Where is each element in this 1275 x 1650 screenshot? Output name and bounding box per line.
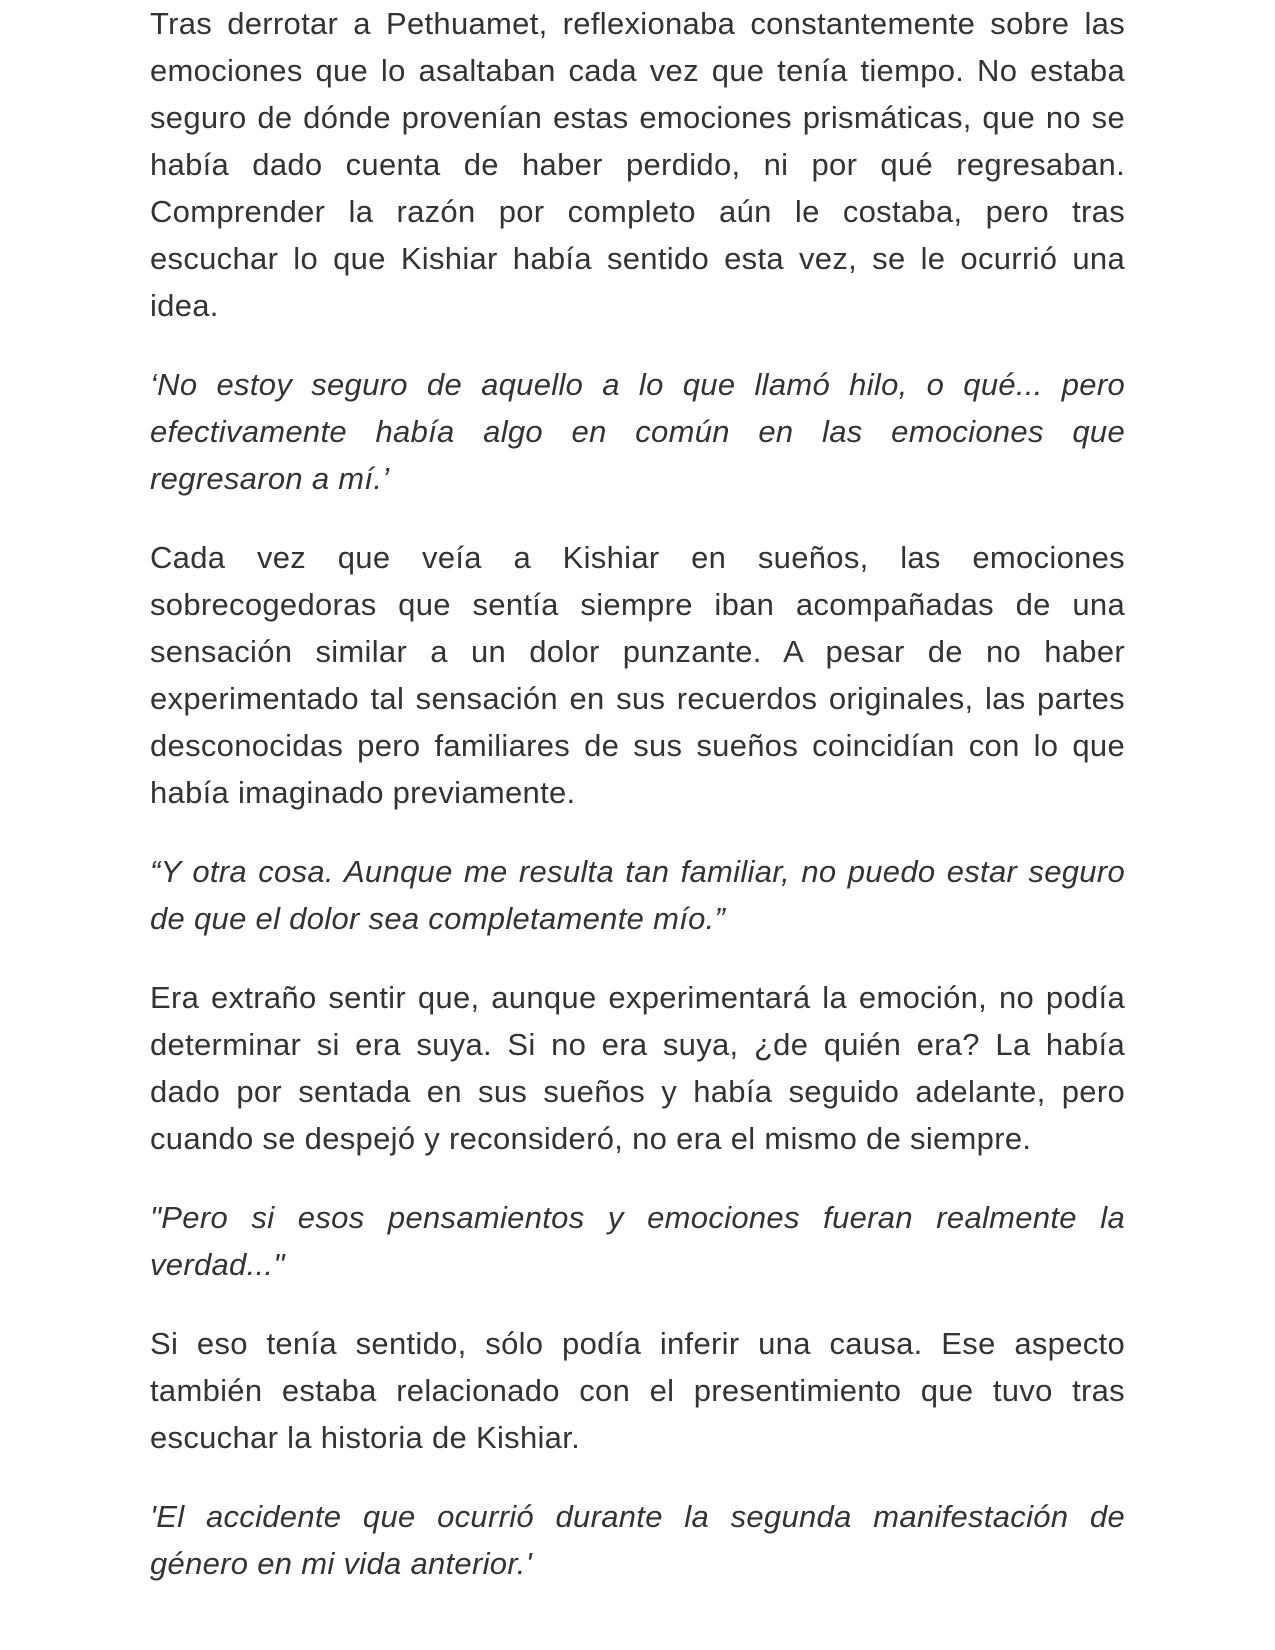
paragraph-3: Era extraño sentir que, aunque experimentará la emoción, no podía determinar si era suya. Si no era suya, ¿de quién era? La había dado por sentada en sus sueños y había seguido adelante, pero cuando se despejó y reconsideró, no era el mismo de siempre. <box>150 980 1125 1156</box>
italic-quote-1: “Y otra cosa. Aunque me resulta tan familiar, no puedo estar seguro de que el dolor sea completamente mío.” <box>150 854 1125 936</box>
paragraph-4: Si eso tenía sentido, sólo podía inferir una causa. Ese aspecto también estaba relacionado con el presentimiento que tuvo tras escuchar la historia de Kishiar. <box>150 1326 1125 1455</box>
paragraph-2: Cada vez que veía a Kishiar en sueños, las emociones sobrecogedoras que sentía siempre iban acompañadas de una sensación similar a un dolor punzante. A pesar de no haber experimentado tal sensación en sus recuerdos originales, las partes desconocidas pero familiares de sus sueños coincidían con lo que había imaginado previamente. <box>150 540 1125 810</box>
paragraph-1: Tras derrotar a Pethuamet, reflexionaba constantemente sobre las emociones que lo asaltaban cada vez que tenía tiempo. No estaba seguro de dónde provenían estas emociones prismáticas, que no se había dado cuenta de haber perdido, ni por qué regresaban. Comprender la razón por completo aún le costaba, pero tras escuchar lo que Kishiar había sentido esta vez, se le ocurrió una idea. <box>150 6 1125 323</box>
italic-thought-1: ‘No estoy seguro de aquello a lo que llamó hilo, o qué... pero efectivamente había algo en común en las emociones que regresaron a mí.’ <box>150 367 1125 496</box>
italic-quote-2: "Pero si esos pensamientos y emociones fueran realmente la verdad..." <box>150 1200 1125 1282</box>
italic-thought-2: 'El accidente que ocurrió durante la segunda manifestación de género en mi vida anterior.' <box>150 1499 1125 1581</box>
document-page <box>150 0 1125 1619</box>
